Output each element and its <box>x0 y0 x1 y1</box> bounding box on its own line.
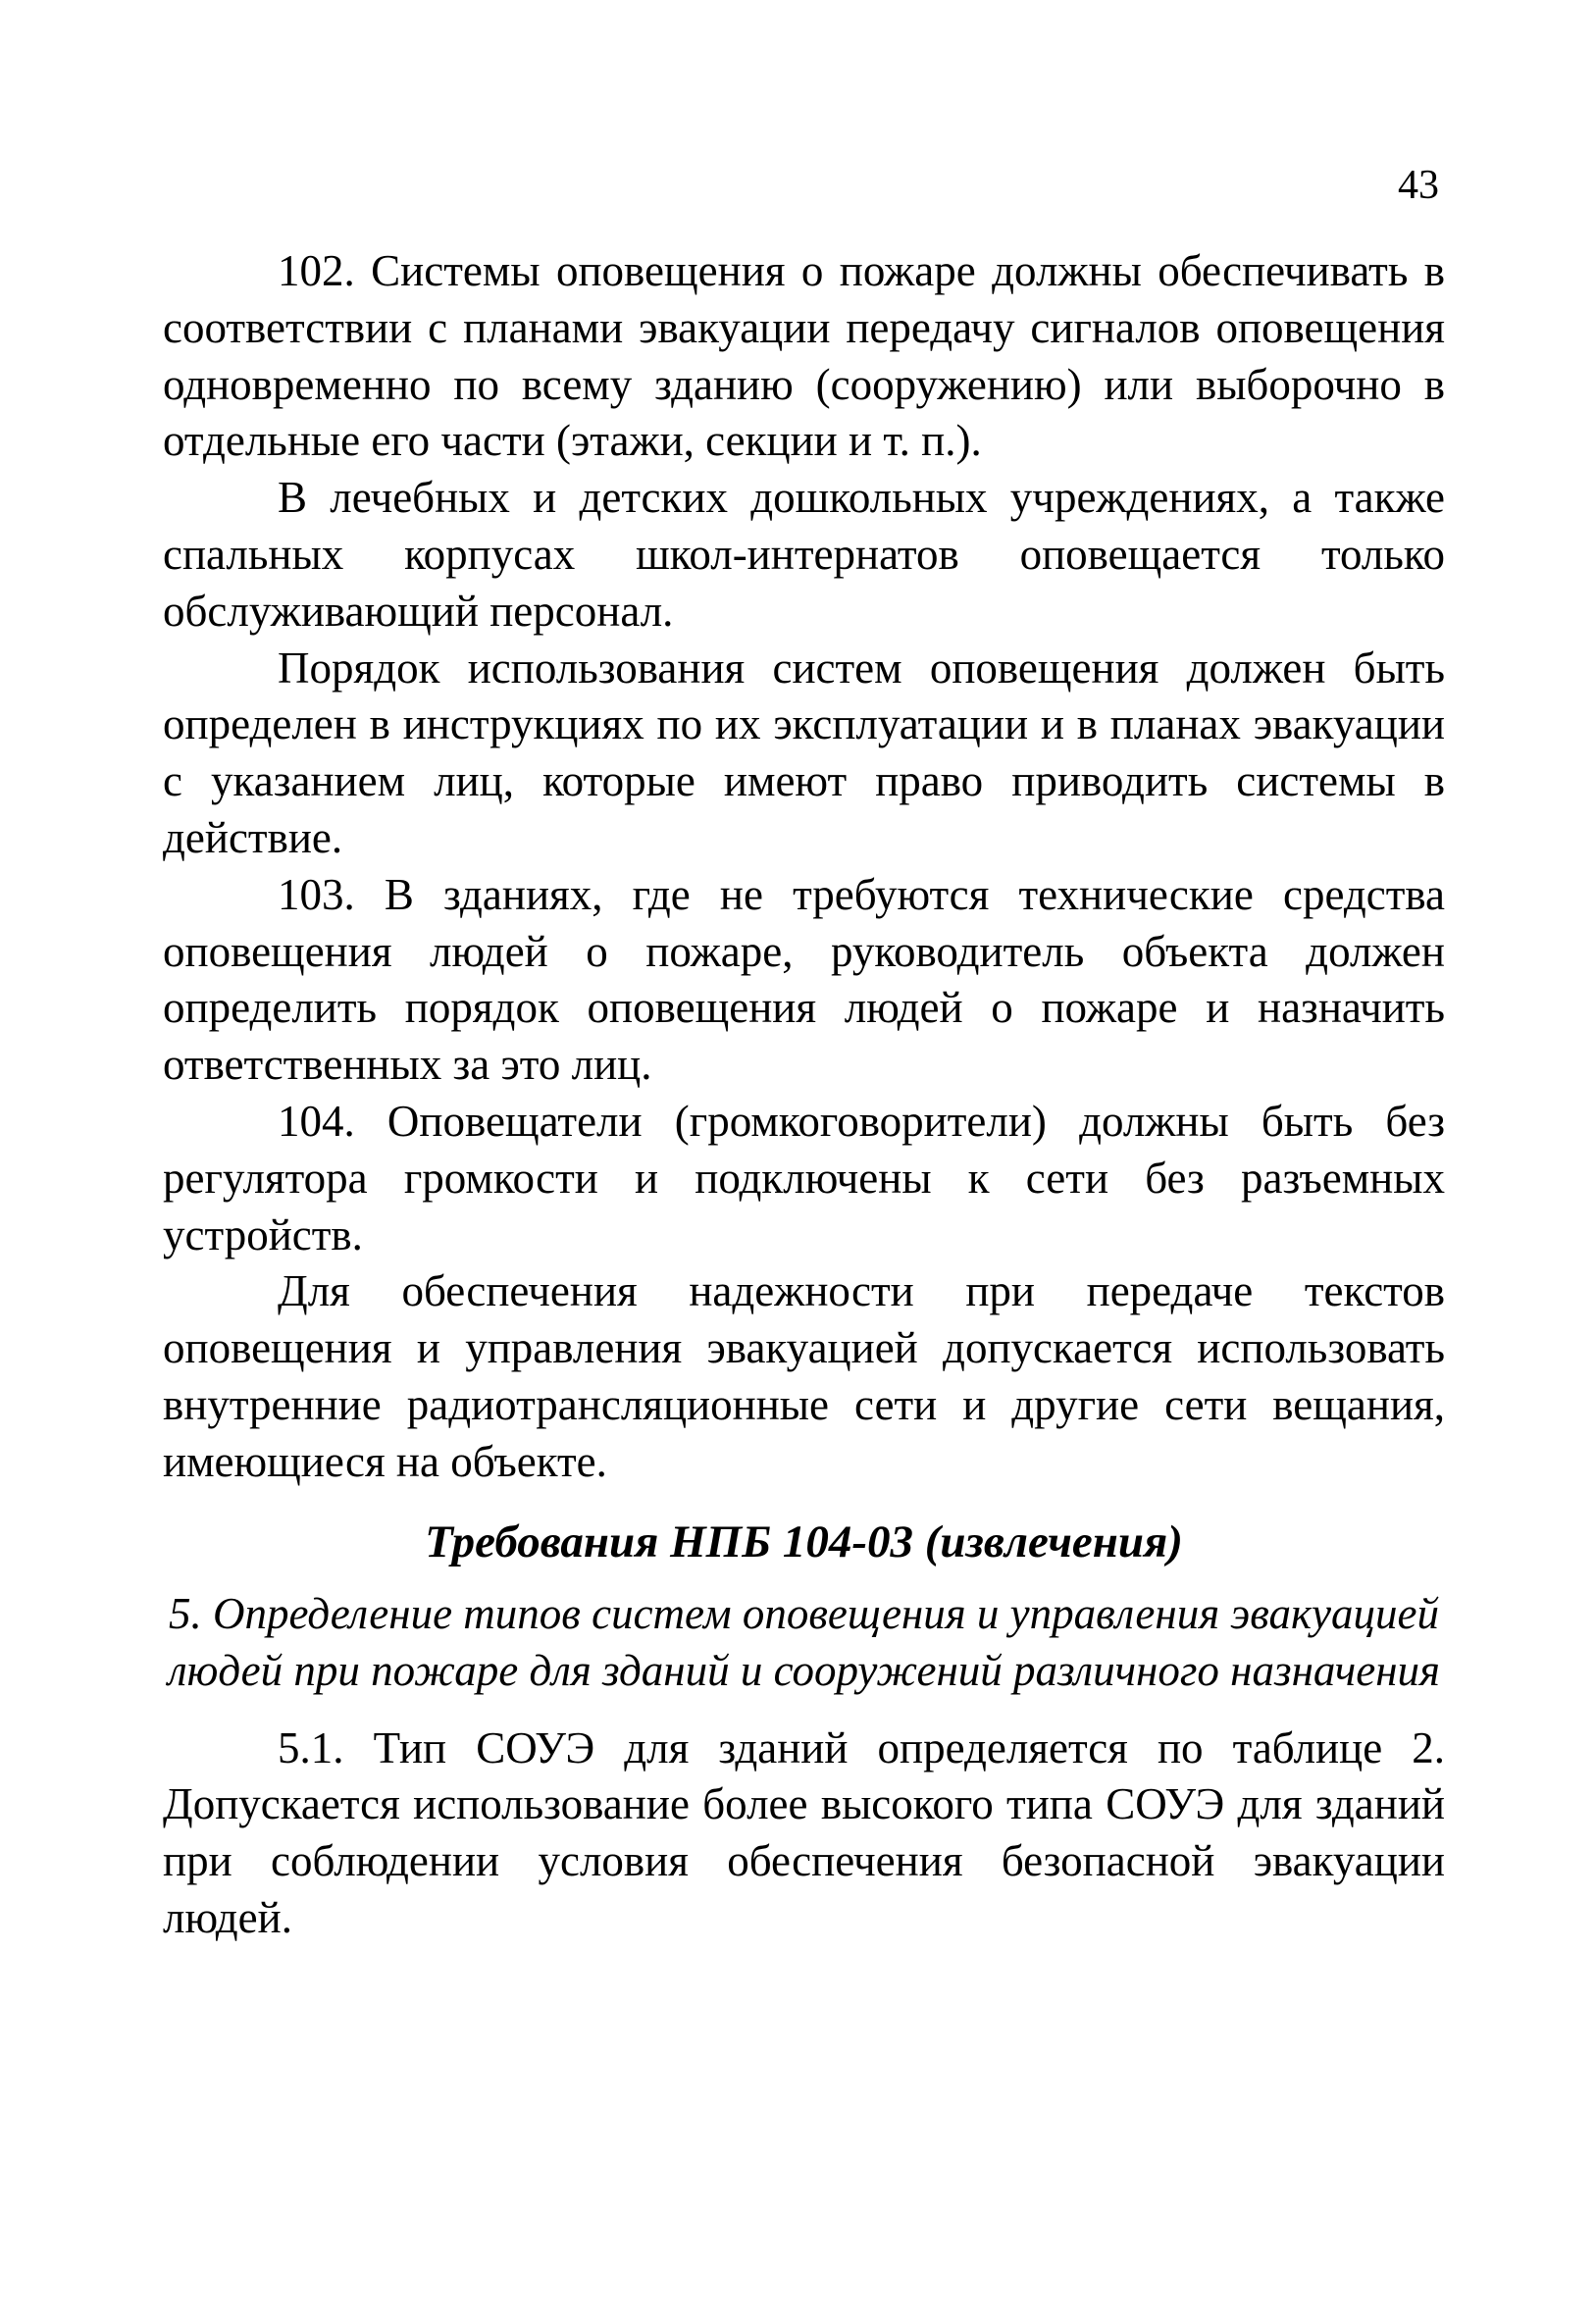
paragraph-102-medical: В лечебных и детских дошкольных учреждениях, а также спальных корпусах школ-интернатов оповещается только обслуживающий персонал. <box>163 473 1445 636</box>
paragraph-5-1: 5.1. Тип СОУЭ для зданий определяется по таблице 2. Допускается использование более высокого типа СОУЭ для зданий при соблюдении условия обеспечения безопасной эвакуации людей. <box>163 1722 1445 1942</box>
paragraph-104: 104. Оповещатели (громкоговорители) должны быть без регулятора громкости и подключены к сети без разъемных устройств. <box>163 1096 1445 1259</box>
paragraph-102-procedure: Порядок использования систем оповещения должен быть определен в инструкциях по их эксплуатации и в планах эвакуации с указанием лиц, которые имеют право приводить системы в действие. <box>163 642 1445 862</box>
document-body <box>163 243 1445 1947</box>
paragraph-102: 102. Системы оповещения о пожаре должны обеспечивать в соответствии с планами эвакуации передачу сигналов оповещения одновременно по всему зданию (сооружению) или выборочно в отдельные его части (этажи, секции и т. п.). <box>163 246 1445 466</box>
section-heading: Требования НПБ 104-03 (извлечения) <box>425 1515 1183 1567</box>
section-subheading: 5. Определение типов систем оповещения и управления эвакуацией людей при пожаре для зданий и сооружений различного назначения <box>168 1588 1440 1695</box>
paragraph-103: 103. В зданиях, где не требуются технические средства оповещения людей о пожаре, руководитель объекта должен определить порядок оповещения людей о пожаре и назначить ответственных за это лиц. <box>163 869 1445 1090</box>
page-number: 43 <box>1398 163 1439 208</box>
paragraph-104-reliability: Для обеспечения надежности при передаче текстов оповещения и управления эвакуацией допускается использовать внутренние радиотрансляционные сети и другие сети вещания, имеющиеся на объекте. <box>163 1266 1445 1486</box>
